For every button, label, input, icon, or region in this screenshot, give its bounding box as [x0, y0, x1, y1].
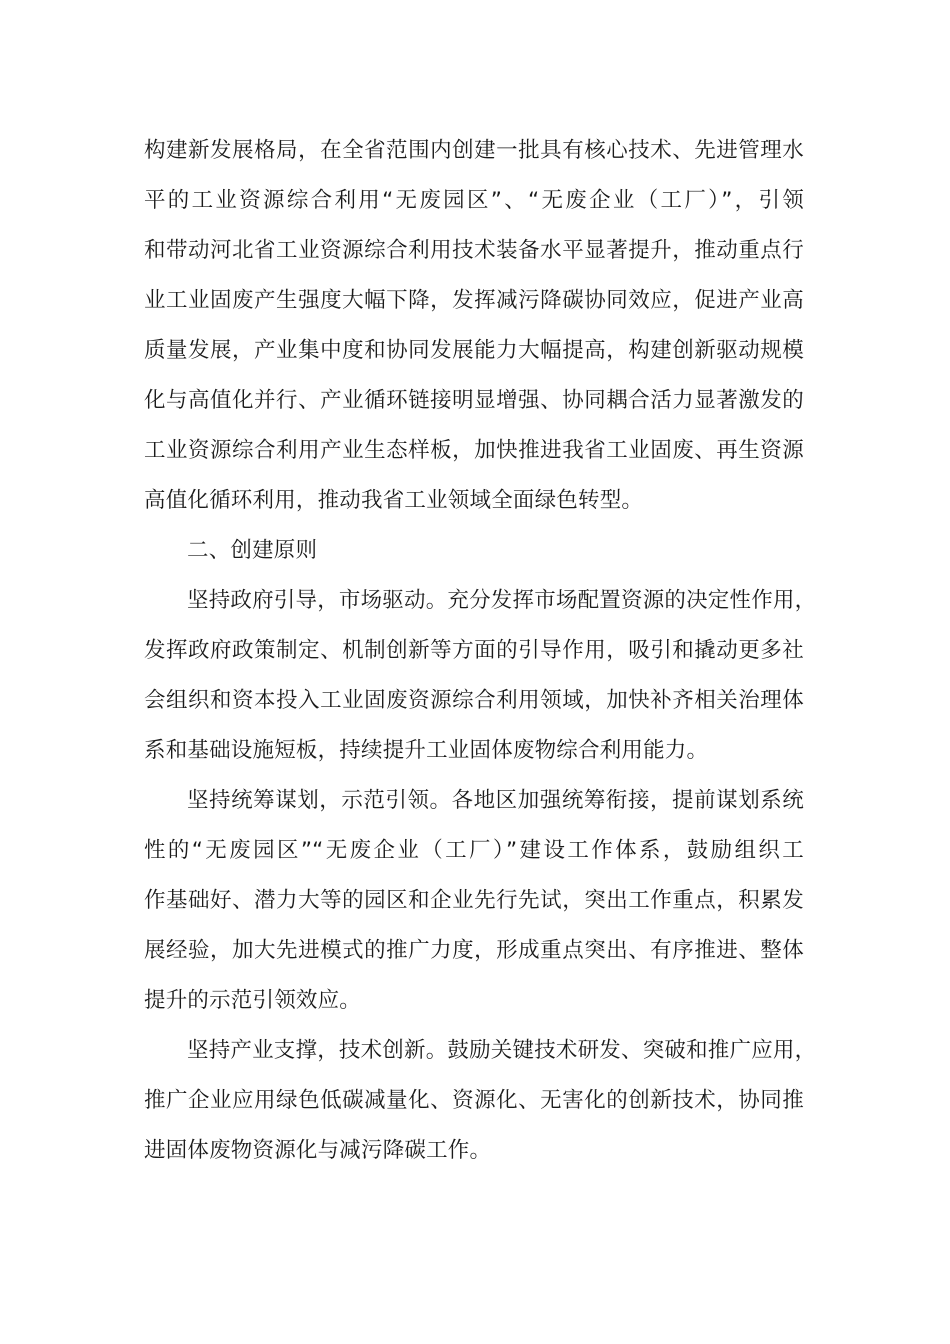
text-line: 作基础好、潜力大等的园区和企业先行先试，突出工作重点，积累发: [144, 888, 804, 913]
text-line: 会组织和资本投入工业固废资源综合利用领域，加快补齐相关治理体: [144, 688, 804, 713]
text-line: 进固体废物资源化与减污降碳工作。: [144, 1138, 492, 1163]
heading-creation-principles: 二、创建原则: [187, 538, 318, 563]
paragraph-principle-planning: [144, 776, 804, 1026]
text-line: 质量发展，产业集中度和协同发展能力大幅提高，构建创新驱动规模: [144, 338, 804, 363]
text-line: 性的“无废园区”“无废企业（工厂）”建设工作体系，鼓励组织工: [144, 838, 804, 863]
text-line: 高值化循环利用，推动我省工业领域全面绿色转型。: [144, 488, 644, 513]
text-line: 业工业固废产生强度大幅下降，发挥减污降碳协同效应，促进产业高: [144, 288, 804, 313]
text-line: 坚持产业支撑，技术创新。鼓励关键技术研发、突破和推广应用，: [187, 1038, 817, 1063]
text-line: 工业资源综合利用产业生态样板，加快推进我省工业固废、再生资源: [144, 438, 804, 463]
text-line: 系和基础设施短板，持续提升工业固体废物综合利用能力。: [144, 738, 709, 763]
text-line: 化与高值化并行、产业循环链接明显增强、协同耦合活力显著激发的: [144, 388, 804, 413]
text-line: 坚持统筹谋划，示范引领。各地区加强统筹衔接，提前谋划系统: [187, 788, 804, 813]
text-line: 展经验，加大先进模式的推广力度，形成重点突出、有序推进、整体: [144, 938, 804, 963]
paragraph-principle-government: [144, 576, 817, 776]
paragraph-principle-industry: [144, 1026, 817, 1176]
document-body: [144, 126, 817, 1176]
text-line: 坚持政府引导，市场驱动。充分发挥市场配置资源的决定性作用，: [187, 588, 817, 613]
text-line: 构建新发展格局，在全省范围内创建一批具有核心技术、先进管理水: [144, 138, 804, 163]
section-heading: [144, 526, 804, 576]
text-line: 和带动河北省工业资源综合利用技术装备水平显著提升，推动重点行: [144, 238, 804, 263]
text-line: 推广企业应用绿色低碳减量化、资源化、无害化的创新技术，协同推: [144, 1088, 804, 1113]
paragraph-goals: [144, 126, 804, 526]
text-line: 平的工业资源综合利用“无废园区”、“无废企业（工厂）”，引领: [144, 188, 804, 213]
text-line: 提升的示范引领效应。: [144, 988, 362, 1013]
text-line: 发挥政府政策制定、机制创新等方面的引导作用，吸引和撬动更多社: [144, 638, 804, 663]
